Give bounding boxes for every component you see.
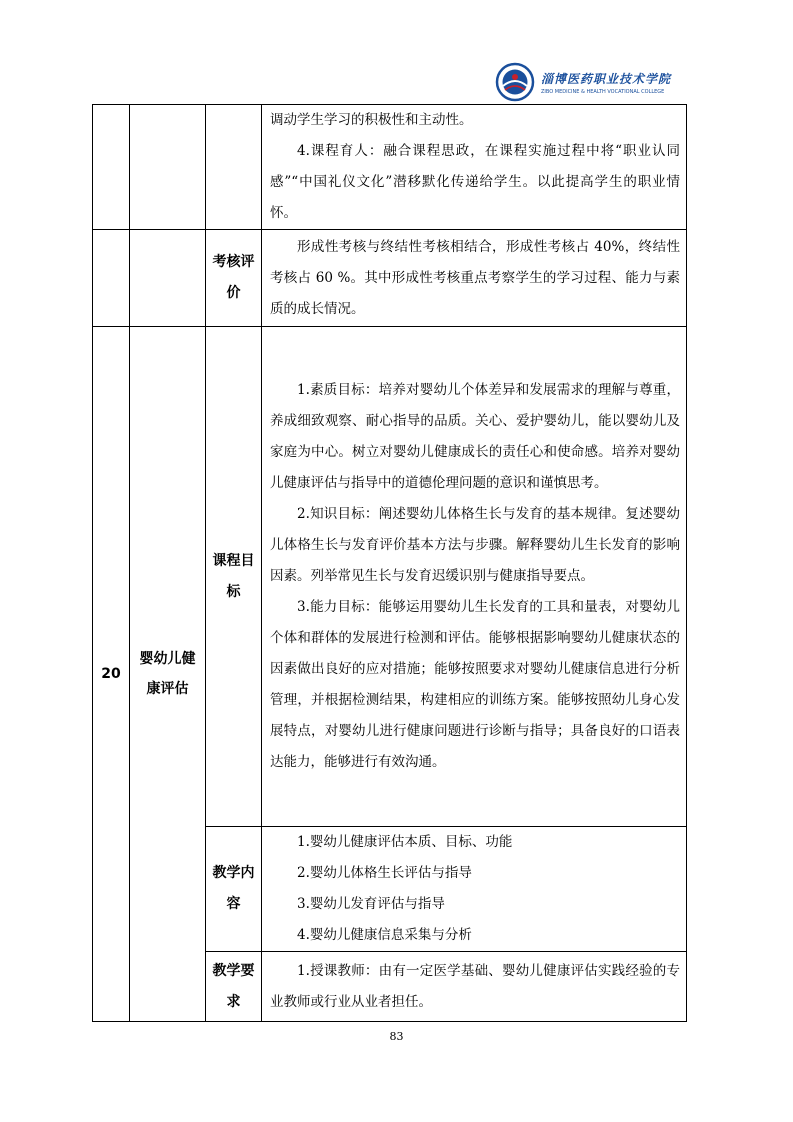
requirements-text: 1.授课教师：由有一定医学基础、婴幼儿健康评估实践经验的专业教师或行业从业者担任。: [270, 962, 680, 1010]
category-cell-empty: [206, 105, 262, 230]
assessment-text: 形成性考核与终结性考核相结合，形成性考核占 40%，终结性考核占 60 %。其中形成性考核重点考察学生的学习过程、能力与素质的成长情况。: [270, 238, 680, 317]
number-cell-empty: [93, 105, 130, 230]
course-name: 婴幼儿健康评估: [130, 327, 206, 1022]
number-cell-empty: [93, 230, 130, 327]
assessment-cell: [262, 230, 687, 327]
objectives-tail: 调动学生学习的积极性和主动性。: [270, 112, 473, 128]
content-item: 2.婴幼儿体格生长评估与指导: [297, 865, 472, 881]
school-logo: [495, 58, 675, 106]
school-name: 淄博医药职业技术学院: [541, 71, 672, 86]
name-cell-empty: [130, 230, 206, 327]
content-item: 1.婴幼儿健康评估本质、目标、功能: [297, 834, 513, 850]
objectives-continued-cell: [262, 105, 687, 230]
name-cell-empty: [130, 105, 206, 230]
school-emblem-icon: [495, 62, 535, 102]
table-row: [93, 230, 687, 327]
objectives-label: 课程目标: [206, 327, 262, 827]
table-row: [93, 105, 687, 230]
requirements-cell: [262, 952, 687, 1022]
objective-item: 1.素质目标：培养对婴幼儿个体差异和发展需求的理解与尊重，养成细致观察、耐心指导的品质。关心、爱护婴幼儿，能以婴幼儿及家庭为中心。树立对婴幼儿健康成长的责任心和使命感。培养对婴幼儿健康评估与指导中的道德伦理问题的意识和谨慎思考。: [270, 382, 680, 491]
requirements-label: 教学要求: [206, 952, 262, 1022]
content-cell: [262, 827, 687, 952]
assessment-label: 考核评价: [206, 230, 262, 327]
content-item: 4.婴幼儿健康信息采集与分析: [297, 927, 472, 943]
page-number: 83: [389, 1030, 404, 1043]
content-label: 教学内容: [206, 827, 262, 952]
table-row: [93, 327, 687, 827]
objective-item: 3.能力目标：能够运用婴幼儿生长发育的工具和量表，对婴幼儿个体和群体的发展进行检测和评估。能够根据影响婴幼儿健康状态的因素做出良好的应对措施；能够按照要求对婴幼儿健康信息进行分析管理，并根据检测结果，构建相应的训练方案。能够按照幼儿身心发展特点，对婴幼儿进行健康问题进行诊断与指导；具备良好的口语表达能力，能够进行有效沟通。: [270, 599, 680, 770]
objectives-cell: [262, 327, 687, 827]
course-table: [92, 104, 687, 1022]
objective-item-4: 4.课程育人：融合课程思政，在课程实施过程中将“职业认同感”“中国礼仪文化”潜移默化传递给学生。以此提高学生的职业情怀。: [270, 143, 680, 221]
course-number: 20: [93, 327, 130, 1022]
school-name-en: ZIBO MEDICINE & HEALTH VOCATIONAL COLLEGE: [541, 88, 665, 95]
content-item: 3.婴幼儿发育评估与指导: [297, 896, 445, 912]
objective-item: 2.知识目标：阐述婴幼儿体格生长与发育的基本规律。复述婴幼儿体格生长与发育评价基本方法与步骤。解释婴幼儿生长发育的影响因素。列举常见生长与发育迟缓识别与健康指导要点。: [270, 506, 680, 584]
